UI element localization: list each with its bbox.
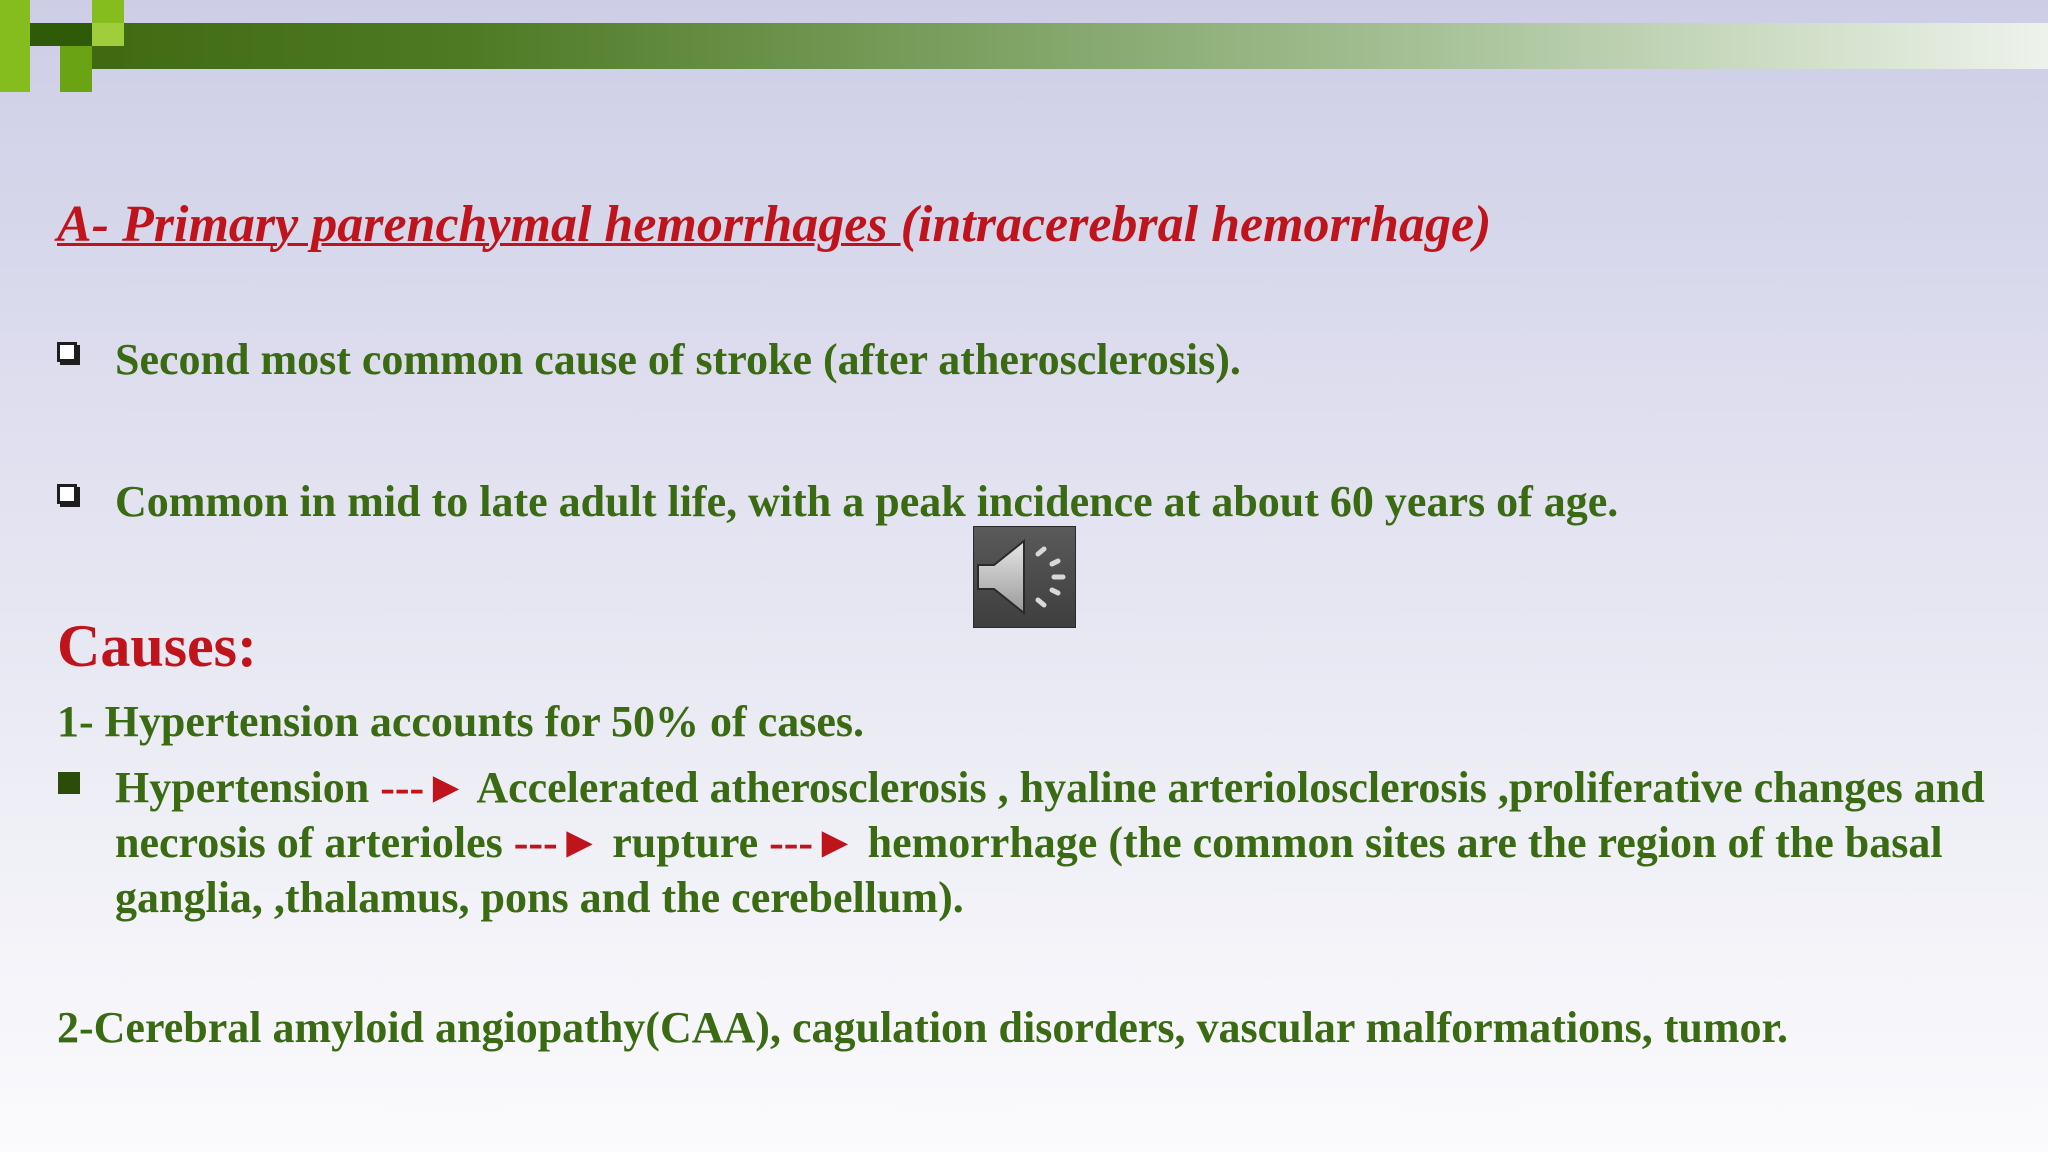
cause-1-detail	[115, 760, 2035, 925]
hollow-square-bullet-icon	[57, 342, 77, 362]
decorative-square	[92, 46, 124, 69]
bullet-text: Common in mid to late adult life, with a peak incidence at about 60 years of age.	[115, 477, 1619, 526]
detail-text: Hypertension	[115, 763, 381, 812]
cause-item-2: 2-Cerebral amyloid angiopathy(CAA), cagulation disorders, vascular malformations, tumor.	[57, 1003, 1789, 1052]
hollow-square-bullet-icon	[57, 484, 77, 504]
arrow-marker: ---►	[513, 818, 602, 867]
cause-item-1: 1- Hypertension accounts for 50% of cases.	[57, 697, 864, 746]
top-decorative-bar	[70, 23, 2048, 69]
decorative-square	[92, 23, 124, 46]
speaker-icon-graphic	[974, 527, 1075, 627]
decorative-square	[60, 46, 92, 92]
arrow-marker: ---►	[380, 763, 468, 812]
detail-text: rupture	[601, 818, 770, 867]
decorative-square	[92, 0, 124, 23]
detail-text: Accelerated atherosclerosis , hyaline arteriolosclerosis ,proliferative changes and necrosis of arterioles	[115, 763, 1985, 867]
decorative-square	[30, 23, 92, 46]
decorative-square	[0, 0, 30, 92]
filled-square-bullet-icon	[58, 772, 80, 794]
detail-text: hemorrhage (the common sites are the region of the basal ganglia, ,thalamus, pons and the cerebellum).	[115, 818, 1943, 922]
heading-underlined: A- Primary parenchymal hemorrhages	[57, 196, 901, 253]
arrow-marker: ---►	[769, 818, 857, 867]
bullet-text: Second most common cause of stroke (after atherosclerosis).	[115, 335, 1241, 384]
causes-title: Causes:	[57, 613, 258, 679]
slide-heading	[57, 195, 1491, 254]
speaker-icon[interactable]	[973, 526, 1076, 628]
heading-rest: (intracerebral hemorrhage)	[900, 196, 1492, 253]
